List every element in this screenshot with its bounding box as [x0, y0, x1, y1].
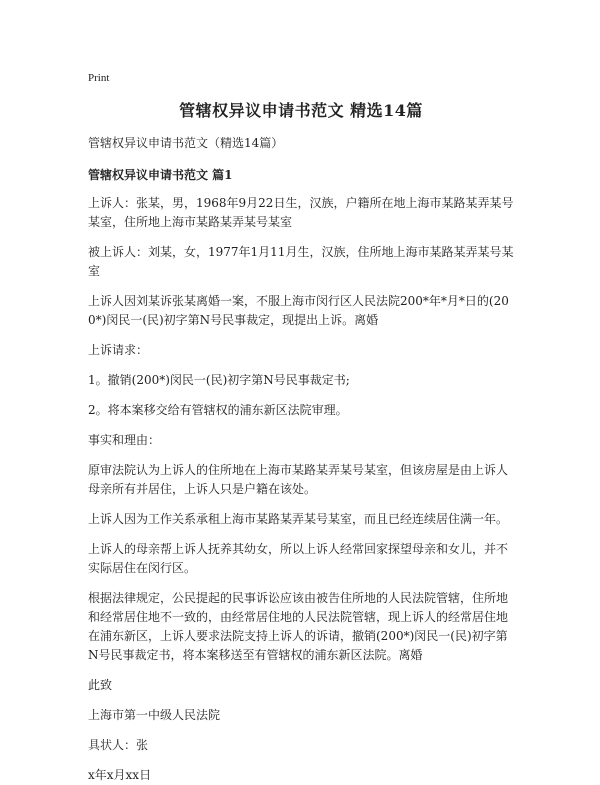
section-heading: 管辖权异议申请书范文 篇1	[88, 168, 233, 182]
facts-paragraph-2: 上诉人因为工作关系承租上海市某路某弄某号某室，而且已经连续居住满一年。	[88, 512, 509, 526]
document-date: x年x月xx日	[88, 768, 152, 782]
facts-paragraph-1: 原审法院认为上诉人的住所地在上海市某路某弄某号某室，但该房屋是由上诉人母亲所有并居住，上诉人只是户籍在该处。	[88, 463, 509, 496]
facts-reasons-heading: 事实和理由：	[88, 433, 161, 447]
salutation: 此致	[88, 678, 113, 692]
facts-paragraph-3: 上诉人的母亲帮上诉人抚养其幼女，所以上诉人经常回家探望母亲和女儿，并不实际居住在闵行区。	[88, 542, 509, 575]
appeal-reason-paragraph: 上诉人因刘某诉张某离婚一案，不服上海市闵行区人民法院200*年*月*日的(200*)闵民一(民)初字第N号民事裁定，现提出上诉。离婚	[88, 294, 509, 327]
print-label[interactable]: Print	[88, 72, 110, 84]
appellee-paragraph: 被上诉人：刘某，女，1977年1月11月生，汉族，住所地上海市某路某弄某号某室	[88, 245, 514, 278]
document-title: 管辖权异议申请书范文 精选14篇	[179, 101, 423, 120]
signer: 具状人：张	[88, 738, 149, 752]
legal-basis-paragraph: 根据法律规定，公民提起的民事诉讼应该由被告住所地的人民法院管辖，住所地和经常居住地不一致的，由经常居住地的人民法院管辖，现上诉人的经常居住地在浦东新区，上诉人要求法院支持上诉人的诉请，撤销(200*)闵民一(民)初字第N号民事裁定书，将本案移送至有管辖权的浦东新区法院。离婚	[88, 591, 509, 662]
court-name: 上海市第一中级人民法院	[88, 708, 221, 722]
appeal-requests-heading: 上诉请求：	[88, 343, 149, 357]
request-item-1: 1。撤销(200*)闵民一(民)初字第N号民事裁定书;	[88, 373, 350, 387]
document-subtitle: 管辖权异议申请书范文（精选14篇）	[88, 136, 284, 150]
request-item-2: 2。将本案移交给有管辖权的浦东新区法院审理。	[88, 403, 348, 417]
appellant-paragraph: 上诉人：张某，男，1968年9月22日生，汉族，户籍所在地上海市某路某弄某号某室，住所地上海市某路某弄某号某室	[88, 196, 514, 229]
